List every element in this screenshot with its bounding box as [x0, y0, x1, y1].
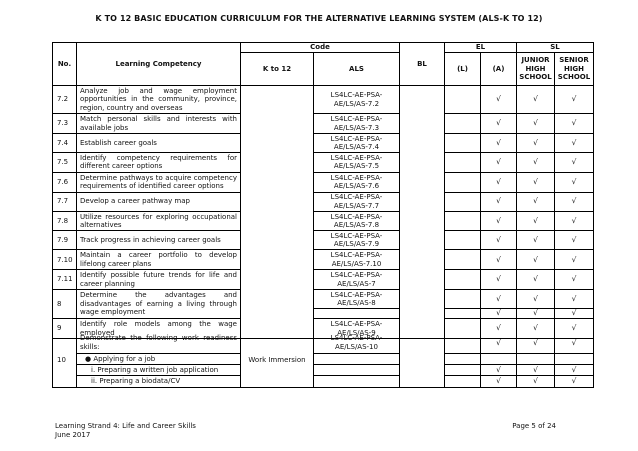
table-row: [53, 270, 594, 290]
check-mark: √: [555, 153, 594, 173]
bl-cell: [400, 86, 445, 339]
row-als-code: LS4LC-AE-PSA-AE/LS/AS-7: [314, 270, 400, 290]
check-mark: √: [481, 333, 517, 353]
check-mark: √: [481, 86, 517, 114]
row-no: 8: [53, 290, 77, 319]
el-l-cell: [445, 172, 481, 192]
check-mark: √: [481, 309, 517, 319]
el-l-cell: [445, 192, 481, 211]
table-row: [53, 134, 594, 153]
check-mark: √: [481, 250, 517, 270]
check-mark: √: [555, 319, 594, 339]
header-el: EL: [445, 43, 517, 53]
row-als-code-empty: [314, 353, 400, 364]
el-l-cell: [445, 333, 481, 353]
table-row: [53, 114, 594, 134]
table-row: [53, 250, 594, 270]
row-competency: Identify possible future trends for life and career planning: [77, 270, 241, 290]
footer-page-number: Page 5 of 24: [512, 422, 556, 430]
row-sub-item: ii. Preparing a biodata/CV: [77, 376, 241, 387]
check-mark: √: [481, 192, 517, 211]
check-mark: √: [481, 376, 517, 387]
check-mark: √: [517, 134, 555, 153]
el-l-cell: [445, 309, 481, 319]
el-l-cell: [445, 270, 481, 290]
row-competency: Maintain a career portfolio to develop lifelong career plans: [77, 250, 241, 270]
check-mark: √: [517, 231, 555, 250]
check-mark: √: [517, 86, 555, 114]
row-competency: Determine the advantages and disadvantages of earning a living through wage employment: [77, 290, 241, 319]
table-row: [53, 376, 594, 387]
check-mark: √: [555, 290, 594, 309]
check-mark: √: [481, 270, 517, 290]
row-no: 7.8: [53, 211, 77, 231]
check-mark: √: [555, 376, 594, 387]
check-mark: √: [517, 309, 555, 319]
el-l-cell: [445, 153, 481, 173]
check-mark: √: [555, 270, 594, 290]
row-competency: Utilize resources for exploring occupational alternatives: [77, 211, 241, 231]
check-mark: √: [481, 172, 517, 192]
check-mark: √: [555, 231, 594, 250]
row-competency: Match personal skills and interests with available jobs: [77, 114, 241, 134]
row-sub-item: i. Preparing a written job application: [77, 364, 241, 375]
check-mark: √: [517, 114, 555, 134]
check-mark: √: [555, 172, 594, 192]
check-mark: √: [517, 364, 555, 375]
row-no: 7.6: [53, 172, 77, 192]
header-code: Code: [241, 43, 400, 53]
check-mark: √: [555, 211, 594, 231]
check-mark: √: [555, 333, 594, 353]
header-shs: SENIOR HIGH SCHOOL: [555, 53, 594, 86]
row-no: 7.2: [53, 86, 77, 114]
check-mark: √: [481, 290, 517, 309]
el-l-cell: [445, 114, 481, 134]
check-mark: √: [517, 192, 555, 211]
check-mark: √: [517, 270, 555, 290]
row-als-code: LS4LC-AE-PSA-AE/LS/AS-7.6: [314, 172, 400, 192]
row-competency: Determine pathways to acquire competency requirements of identified career options: [77, 172, 241, 192]
row-no: 7.5: [53, 153, 77, 173]
row-als-code: LS4LC-AE-PSA-AE/LS/AS-7.8: [314, 211, 400, 231]
check-mark: √: [481, 364, 517, 375]
row-als-code-empty: [314, 376, 400, 387]
row-als-code: LS4LC-AE-PSA-AE/LS/AS-10: [314, 333, 400, 353]
check-mark: √: [481, 114, 517, 134]
table-row: [53, 231, 594, 250]
table-row: [53, 86, 594, 114]
check-mark: √: [517, 153, 555, 173]
row-als-code: LS4LC-AE-PSA-AE/LS/AS-7.4: [314, 134, 400, 153]
check-mark: √: [517, 333, 555, 353]
k12-cell: [241, 86, 314, 339]
el-l-cell: [445, 134, 481, 153]
el-l-cell: [445, 211, 481, 231]
row-no: 7.7: [53, 192, 77, 211]
header-sl: SL: [517, 43, 594, 53]
el-l-cell: [445, 290, 481, 309]
el-l-cell: [445, 231, 481, 250]
check-mark: √: [517, 376, 555, 387]
table-row: [53, 172, 594, 192]
check-mark: √: [481, 134, 517, 153]
row-als-code: LS4LC-AE-PSA-AE/LS/AS-7.9: [314, 231, 400, 250]
row-competency: Analyze job and wage employment opportunities in the community, province, region, country and overseas: [77, 86, 241, 114]
competency-table: [52, 42, 594, 339]
header-el-l: (L): [445, 53, 481, 86]
table-row: [53, 364, 594, 375]
row-no: 7.11: [53, 270, 77, 290]
row-k12-code: Work Immersion: [241, 333, 314, 387]
check-mark: √: [517, 211, 555, 231]
header-competency: Learning Competency: [77, 43, 241, 86]
row-als-code: LS4LC-AE-PSA-AE/LS/AS-7.2: [314, 86, 400, 114]
row-competency: Identify role models among the wage employed: [77, 319, 241, 339]
row-no: 9: [53, 319, 77, 339]
jhs-cell: [517, 353, 555, 364]
row-no: 7.3: [53, 114, 77, 134]
table-row: [53, 353, 594, 364]
row-als-code: LS4LC-AE-PSA-AE/LS/AS-7.7: [314, 192, 400, 211]
check-mark: √: [555, 250, 594, 270]
check-mark: √: [555, 364, 594, 375]
check-mark: √: [555, 192, 594, 211]
row-als-code: LS4LC-AE-PSA-AE/LS/AS-7.10: [314, 250, 400, 270]
el-l-cell: [445, 353, 481, 364]
row-competency: Establish career goals: [77, 134, 241, 153]
table-row: [53, 192, 594, 211]
table-row: [53, 153, 594, 173]
el-a-cell: [481, 353, 517, 364]
table-row: [53, 211, 594, 231]
row-competency: Demonstrate the following work readiness skills:: [77, 333, 241, 353]
row-no: 10: [53, 333, 77, 387]
row-als-code: LS4LC-AE-PSA-AE/LS/AS-8: [314, 290, 400, 309]
check-mark: √: [517, 172, 555, 192]
check-mark: √: [481, 153, 517, 173]
row-als-code: LS4LC-AE-PSA-AE/LS/AS-7.3: [314, 114, 400, 134]
check-mark: √: [481, 319, 517, 339]
check-mark: √: [517, 319, 555, 339]
bl-cell: [400, 333, 445, 387]
row-no: 7.10: [53, 250, 77, 270]
row-als-code: LS4LC-AE-PSA-AE/LS/AS-7.5: [314, 153, 400, 173]
row-no: 7.4: [53, 134, 77, 153]
header-jhs: JUNIOR HIGH SCHOOL: [517, 53, 555, 86]
row-competency: Track progress in achieving career goals: [77, 231, 241, 250]
footer-strand: Learning Strand 4: Life and Career Skills: [55, 422, 196, 430]
document-title: K TO 12 BASIC EDUCATION CURRICULUM FOR THE ALTERNATIVE LEARNING SYSTEM (ALS-K TO 12): [95, 14, 543, 23]
row-sub-item: ● Applying for a job: [77, 353, 241, 364]
row-competency: Develop a career pathway map: [77, 192, 241, 211]
footer-date: June 2017: [55, 431, 91, 439]
check-mark: √: [555, 309, 594, 319]
header-k12: K to 12: [241, 53, 314, 86]
check-mark: √: [481, 211, 517, 231]
shs-cell: [555, 353, 594, 364]
row-competency: Identify competency requirements for different career options: [77, 153, 241, 173]
check-mark: √: [481, 231, 517, 250]
el-l-cell: [445, 86, 481, 114]
row-als-code-empty: [314, 309, 400, 319]
header-no: No.: [53, 43, 77, 86]
row-no: 7.9: [53, 231, 77, 250]
header-bl: BL: [400, 43, 445, 86]
check-mark: √: [517, 250, 555, 270]
row-als-code: LS4LC-AE-PSA-AE/LS/AS-9: [314, 319, 400, 339]
footer-left: [55, 422, 196, 440]
header-als: ALS: [314, 53, 400, 86]
header-el-a: (A): [481, 53, 517, 86]
check-mark: √: [555, 134, 594, 153]
row-als-code-empty: [314, 364, 400, 375]
el-l-cell: [445, 250, 481, 270]
check-mark: √: [517, 290, 555, 309]
competency-table-continued: [52, 333, 594, 388]
check-mark: √: [555, 114, 594, 134]
el-l-cell: [445, 364, 481, 375]
table-row: [53, 333, 594, 353]
table-row: [53, 290, 594, 309]
check-mark: √: [555, 86, 594, 114]
el-l-cell: [445, 376, 481, 387]
